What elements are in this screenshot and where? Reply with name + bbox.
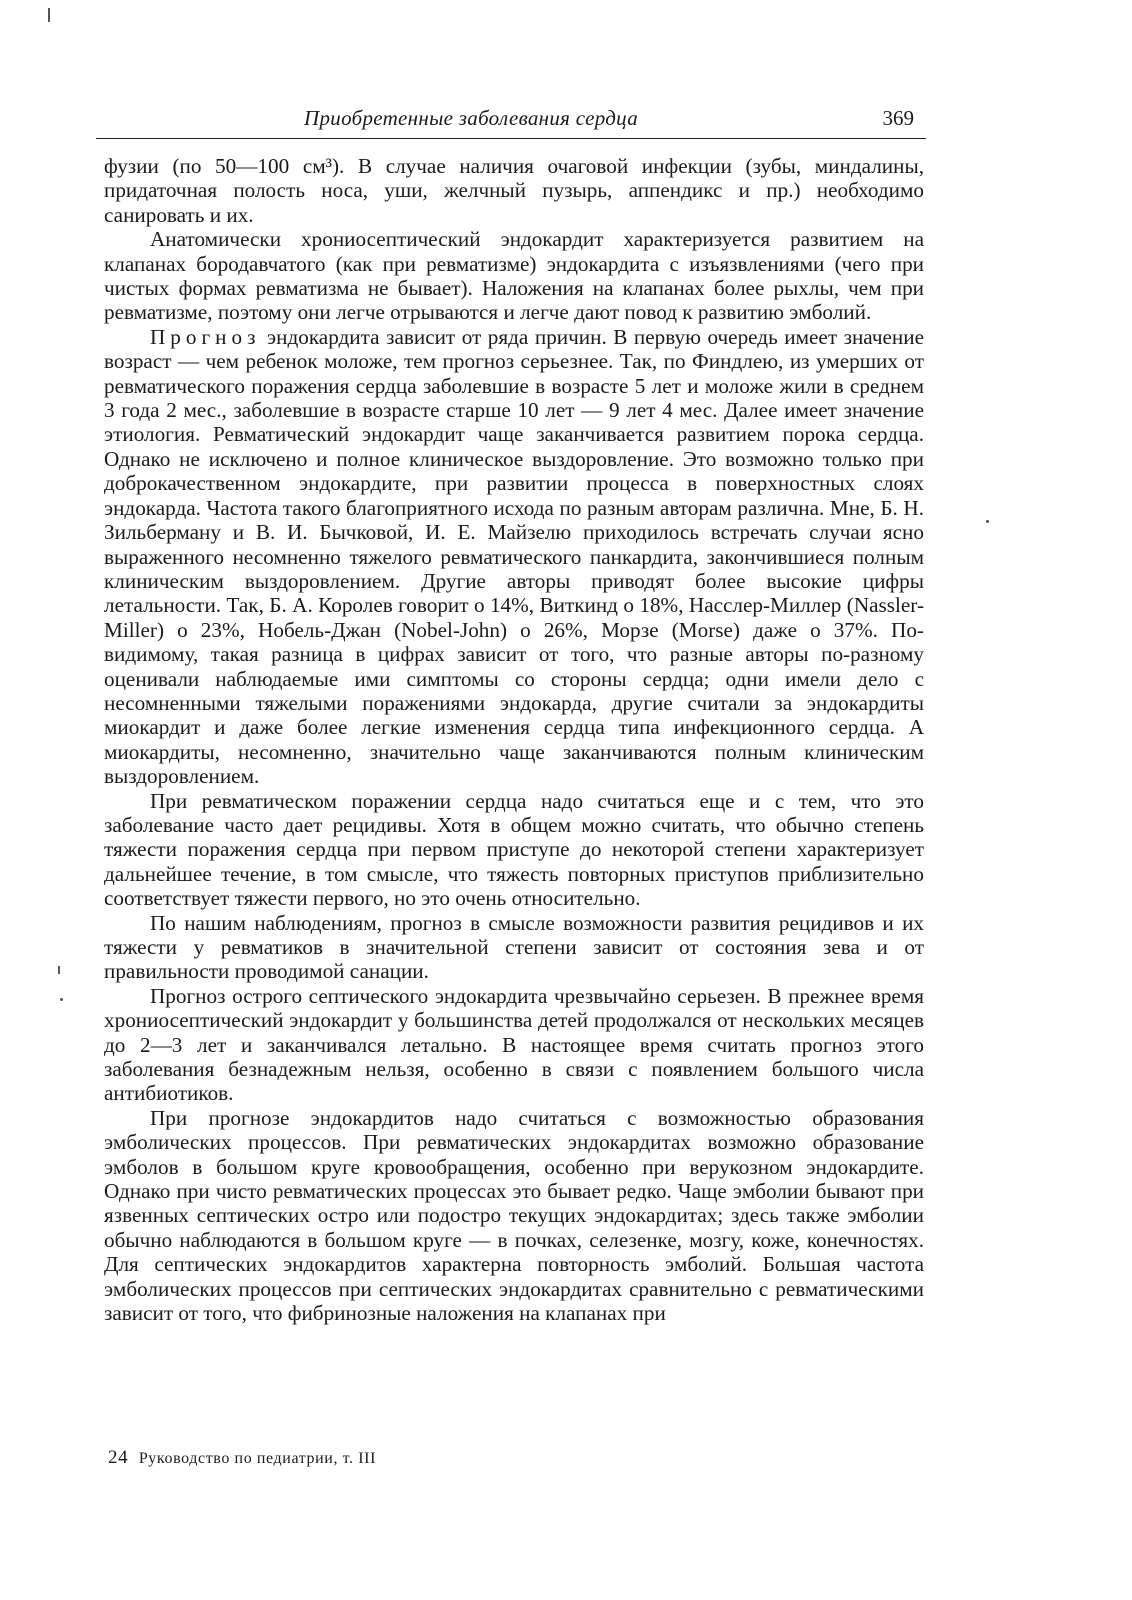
paragraph bbox=[104, 325, 924, 789]
paragraph: При ревматическом поражении сердца надо считаться еще и с тем, что это заболевание часто дает рецидивы. Хотя в общем можно считать, что обычно степень тяжести поражения сердца при первом приступе до некоторой степени характеризует дальнейшее течение, в том смысле, что тяжесть повторных приступов приблизительно соответствует тяжести первого, но это очень относительно. bbox=[104, 788, 924, 911]
spaced-term: Прогноз bbox=[150, 324, 261, 349]
book-title: Руководство по педиатрии, т. III bbox=[138, 1450, 377, 1467]
paragraph: По нашим наблюдениям, прогноз в смысле возможности развития рецидивов и их тяжести у ревматиков в значительной степени зависит от состояния зева и от правильности проводимой санации. bbox=[104, 910, 924, 984]
paragraph-text: эндокардита зависит от ряда причин. В первую очередь имеет значение возраст — чем ребенок моложе, тем прогноз серьезнее. Так, по Финдлею, из умерших от ревматического поражения сердца заболевшие в возрасте 5 лет и моложе жили в среднем 3 года 2 мес., заболевшие в возрасте старше 10 лет — 9 лет 4 мес. Далее имеет значение этиология. Ревматический эндокардит чаще заканчивается развитием порока сердца. Однако не исключено и полное клиническое выздоровление. Это возможно только при доброкачественном эндокардите, при развитии процесса в поверхностных слоях эндокарда. Частота такого благоприятного исхода по разным авторам различна. Мне, Б. Н. Зильберману и В. И. Бычковой, И. Е. Майзелю приходилось встречать случаи ясно выраженного несомненно тяжелого ревматического панкардита, закончившиеся полным клиническим выздоровлением. Другие авторы приводят более высокие цифры летальности. Так, Б. А. Королев говорит о 14%, Виткинд о 18%, Насслер-Миллер (Nassler-Miller) о 23%, Нобель-Джан (Nobel-John) о 26%, Морзе (Morse) даже о 37%. По-видимому, такая разница в цифрах зависит от того, что разные авторы по-разному оценивали наблюдаемые ими симптомы со стороны сердца; одни имели дело с несомненными тяжелыми поражениями эндокарда, другие считали за эндокардиты миокардит и даже более легкие изменения сердца типа инфекционного сердца. А миокардиты, несомненно, значительно чаще заканчиваются полным клиническим выздоровлением. bbox=[104, 324, 925, 789]
body-text bbox=[104, 154, 924, 1326]
signature-footer bbox=[108, 1447, 376, 1469]
scan-mark bbox=[58, 966, 60, 974]
sheet-number: 24 bbox=[108, 1447, 129, 1468]
paragraph: Анатомически хрониосептический эндокардит характеризуется развитием на клапанах бородавчатого (как при ревматизме) эндокардита с изъязвлениями (чего при чистых формах ревматизма не бывает). Наложения на клапанах более рыхлы, чем при ревматизме, поэтому они легче отрываются и легче дают повод к развитию эмболий. bbox=[104, 227, 924, 325]
paragraph: Прогноз острого септического эндокардита чрезвычайно серьезен. В прежнее время хрониосептический эндокардит у большинства детей продолжался от нескольких месяцев до 2—3 лет и заканчивался летально. В настоящее время считать прогноз этого заболевания безнадежным нельзя, особенно в связи с появлением большого числа антибиотиков. bbox=[104, 983, 924, 1106]
header-title: Приобретенные заболевания сердца bbox=[304, 106, 639, 130]
paragraph: фузии (по 50—100 см³). В случае наличия очаговой инфекции (зубы, миндалины, придаточная полость носа, уши, желчный пузырь, аппендикс и пр.) необходимо санировать и их. bbox=[104, 154, 924, 227]
paragraph: При прогнозе эндокардитов надо считаться с возможностью образования эмболических процессов. При ревматических эндокардитах возможно образование эмболов в большом круге кровообращения, особенно при верукозном эндокардите. Однако при чисто ревматических процессах это бывает редко. Чаще эмболии бывают при язвенных септических остро или подостро текущих эндокардитах; здесь также эмболии обычно наблюдаются в большом круге — в почках, селезенке, мозгу, коже, конечностях. Для септических эндокардитов характерна повторность эмболий. Большая частота эмболических процессов при септических эндокардитах сравнительно с ревматическими зависит от того, что фибринозные наложения на клапанах при bbox=[104, 1105, 924, 1326]
page-number: 369 bbox=[882, 106, 914, 130]
scan-mark bbox=[60, 998, 63, 1001]
scan-mark bbox=[48, 8, 50, 22]
scan-mark bbox=[986, 520, 989, 523]
running-header bbox=[96, 104, 926, 139]
